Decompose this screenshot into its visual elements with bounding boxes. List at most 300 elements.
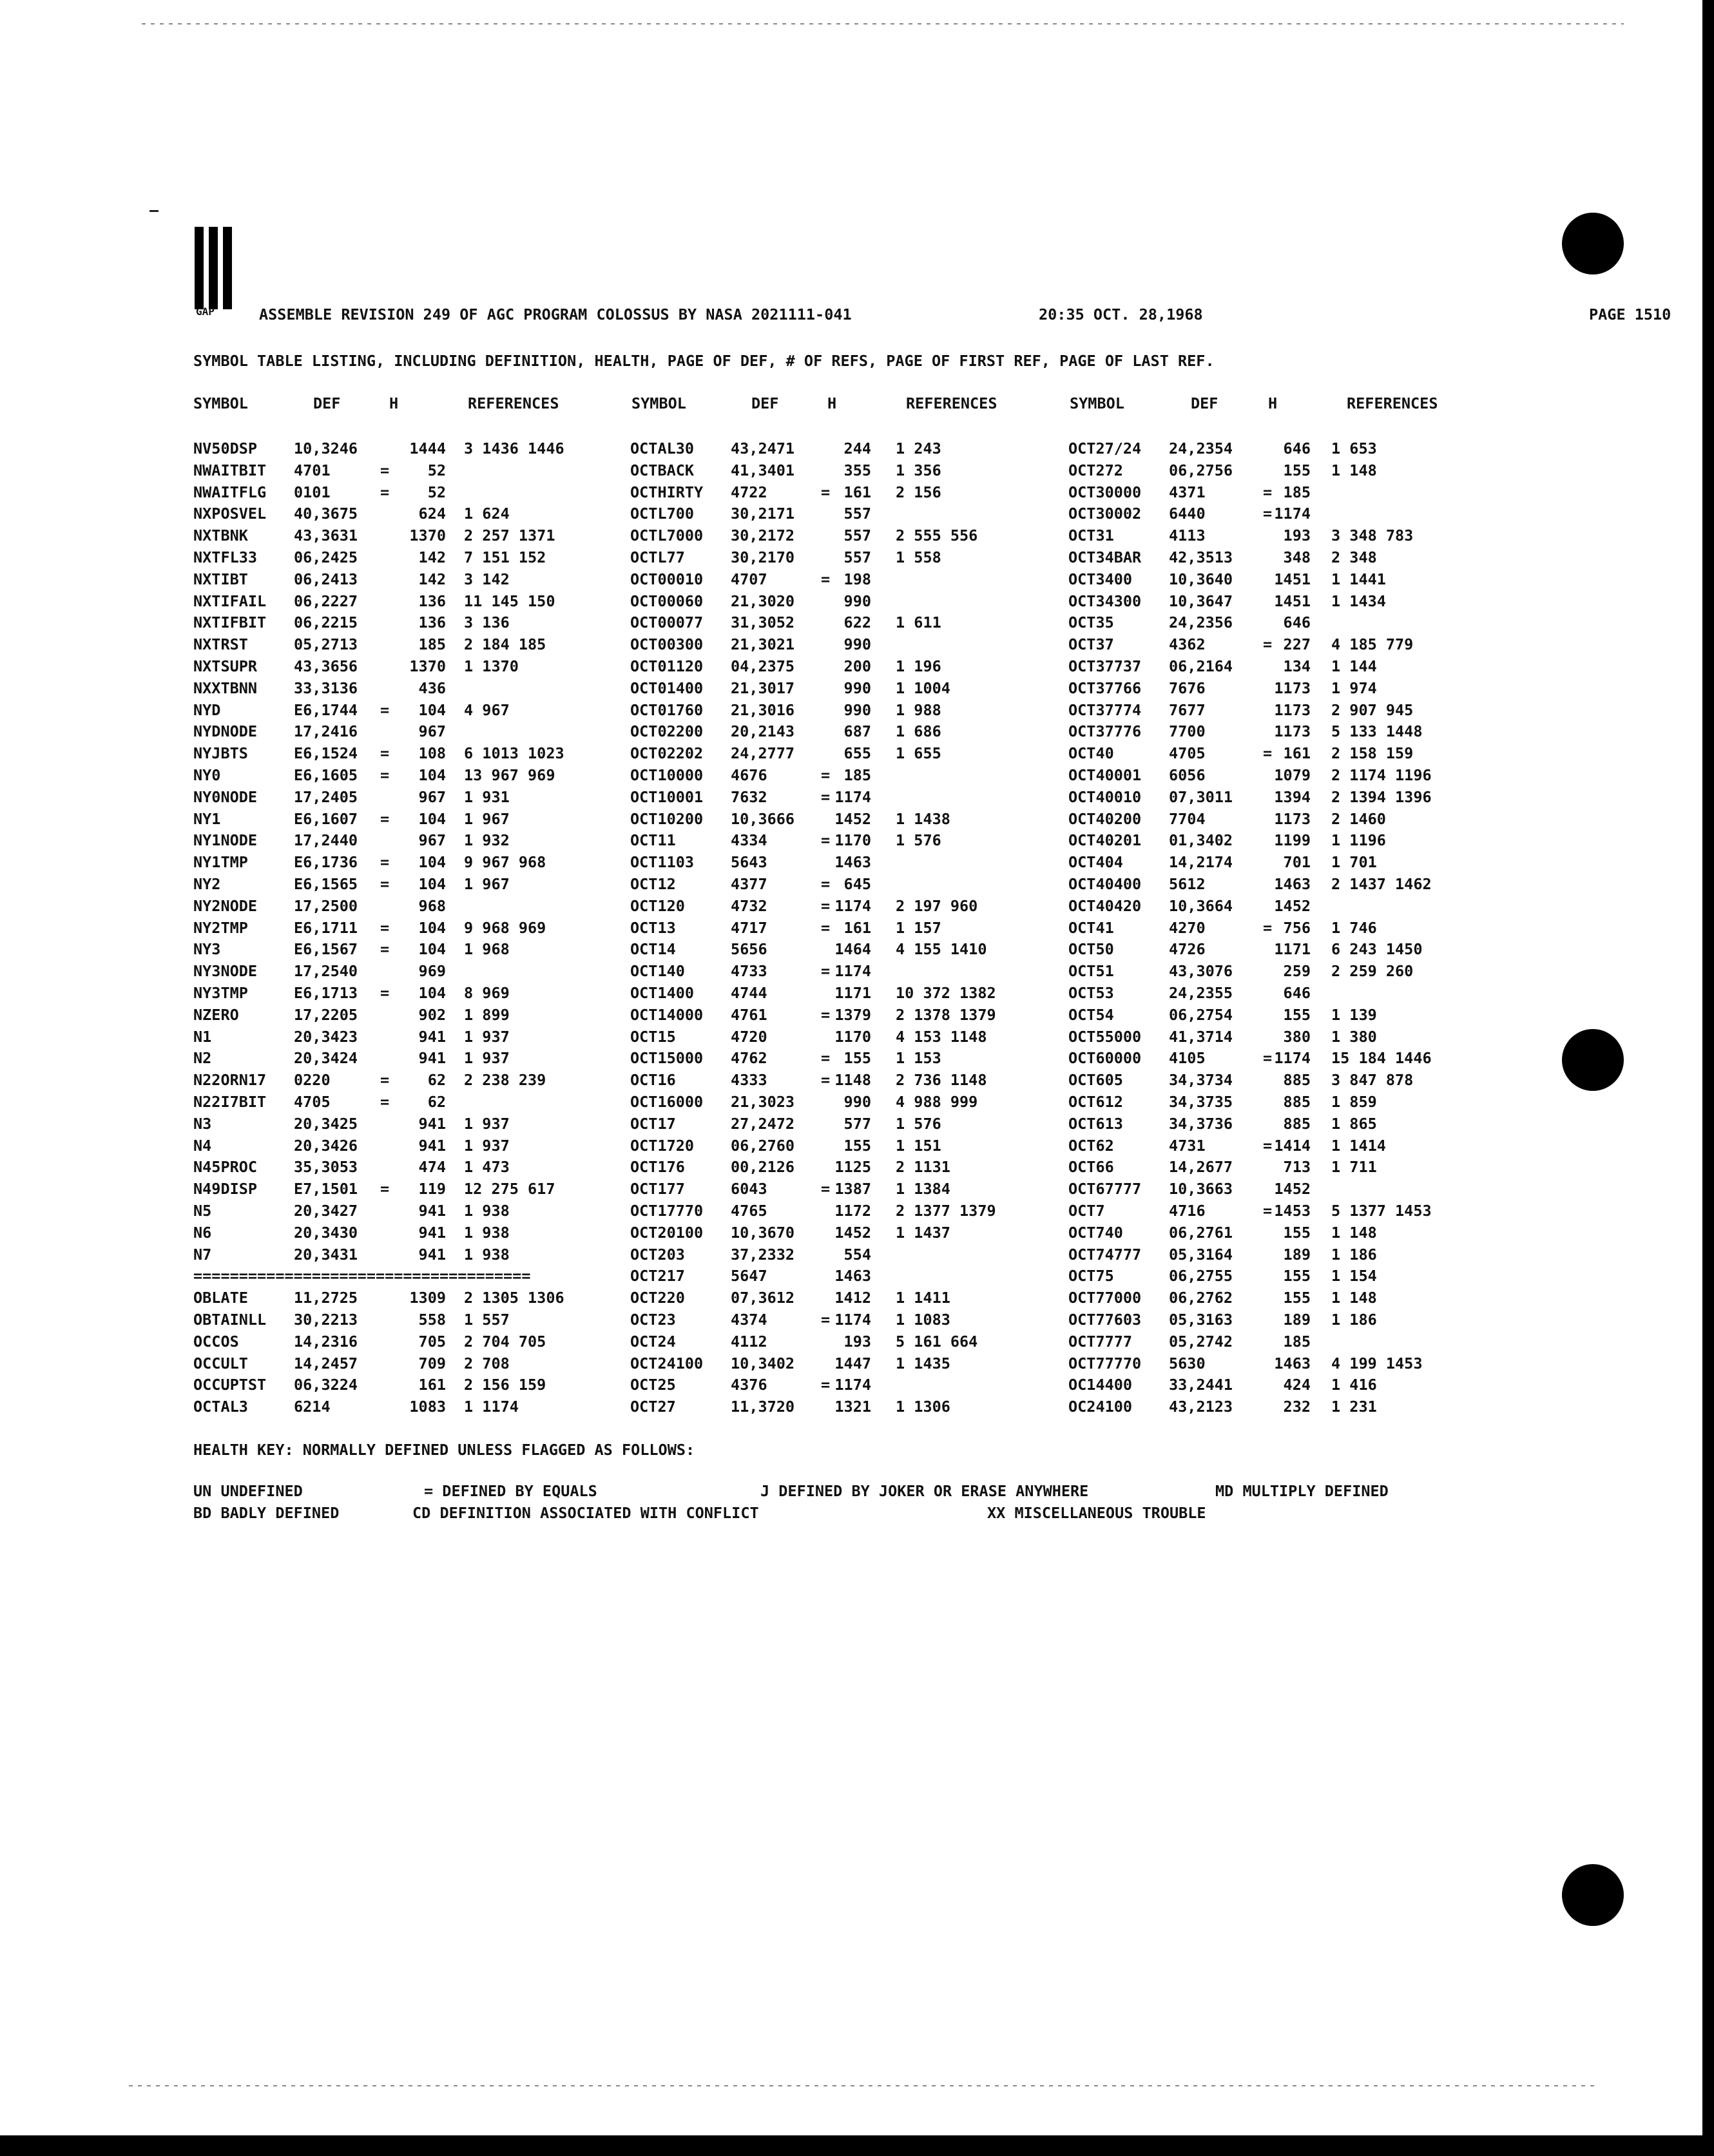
- cell-references: 2 1174 1196: [1331, 766, 1432, 784]
- table-row: [193, 1028, 1482, 1047]
- cell-definition: 14,2457: [294, 1354, 358, 1372]
- column-header: H: [389, 394, 399, 412]
- cell-health: =: [821, 483, 831, 501]
- cell-definition: 24,2354: [1169, 439, 1233, 457]
- cell-definition: 07,3011: [1169, 787, 1233, 806]
- cell-symbol: NXPOSVEL: [193, 505, 267, 523]
- cell-references: 4 153 1148: [896, 1027, 987, 1046]
- cell-health: =: [821, 918, 831, 937]
- legend-item: = DEFINED BY EQUALS: [424, 1482, 597, 1500]
- cell-def-page: 185: [1283, 483, 1311, 501]
- cell-definition: 35,3053: [294, 1158, 358, 1177]
- cell-symbol: OCT35: [1068, 613, 1114, 632]
- cell-symbol: OCT40010: [1068, 787, 1142, 806]
- cell-symbol: NYJBTS: [193, 744, 248, 763]
- cell-definition: 17,2500: [294, 896, 358, 915]
- cell-definition: 21,3020: [731, 592, 795, 610]
- cell-def-page: 1174: [834, 1376, 871, 1394]
- table-row: [193, 1006, 1482, 1025]
- table-row: [193, 1311, 1482, 1330]
- cell-definition: 10,3402: [731, 1354, 795, 1372]
- cell-references: 1 416: [1331, 1376, 1377, 1394]
- cell-definition: 4731: [1169, 1136, 1206, 1155]
- cell-def-page: 52: [427, 461, 446, 479]
- cell-references: 2 348: [1331, 548, 1377, 566]
- cell-symbol: OCT1400: [630, 984, 695, 1002]
- cell-def-page: 1463: [834, 1267, 871, 1285]
- cell-def-page: 1174: [1274, 1049, 1311, 1068]
- cell-def-page: 119: [418, 1180, 446, 1198]
- cell-def-page: 557: [843, 505, 871, 523]
- cell-references: 1 1384: [896, 1180, 950, 1198]
- cell-definition: 06,2215: [294, 613, 358, 632]
- cell-health: =: [821, 1005, 831, 1024]
- cell-def-page: 155: [1283, 1005, 1311, 1024]
- cell-definition: 06,2755: [1169, 1267, 1233, 1285]
- cell-definition: 34,3736: [1169, 1114, 1233, 1133]
- table-row: [193, 853, 1482, 872]
- cell-symbol: NXTRST: [193, 635, 248, 654]
- cell-def-page: 1463: [834, 853, 871, 872]
- cell-symbol: OCT612: [1068, 1093, 1123, 1111]
- cell-definition: 43,3076: [1169, 962, 1233, 981]
- cell-definition: 43,3656: [294, 657, 358, 675]
- cell-definition: 4362: [1169, 635, 1206, 654]
- cell-definition: 30,2213: [294, 1311, 358, 1329]
- cell-symbol: OCT23: [630, 1311, 676, 1329]
- cell-definition: 06,2762: [1169, 1289, 1233, 1307]
- cell-symbol: OCT40: [1068, 744, 1114, 763]
- cell-symbol: OCTAL3: [193, 1398, 248, 1416]
- cell-symbol: NXTIFAIL: [193, 592, 267, 610]
- cell-definition: 7704: [1169, 809, 1206, 828]
- cell-definition: 6214: [294, 1398, 331, 1416]
- cell-def-page: 1452: [834, 1223, 871, 1242]
- binder-hole-icon: [1562, 1029, 1624, 1091]
- binder-hole-icon: [1562, 1864, 1624, 1926]
- cell-definition: 4105: [1169, 1049, 1206, 1068]
- cell-symbol: N3: [193, 1114, 212, 1133]
- cell-definition: 5643: [731, 853, 767, 872]
- cell-references: 1 938: [464, 1223, 510, 1242]
- cell-definition: 0220: [294, 1071, 331, 1090]
- cell-references: 1 153: [896, 1049, 941, 1068]
- listing-subtitle: SYMBOL TABLE LISTING, INCLUDING DEFINITION, HEALTH, PAGE OF DEF, # OF REFS, PAGE OF FIRST REF, PAGE OF LAST REF.: [193, 352, 1215, 370]
- cell-health: =: [821, 831, 831, 850]
- cell-symbol: NY3TMP: [193, 984, 248, 1002]
- cell-definition: 17,2405: [294, 787, 358, 806]
- cell-references: 1 576: [896, 831, 941, 850]
- cell-def-page: 885: [1283, 1071, 1311, 1090]
- cell-symbol: OCT177: [630, 1180, 685, 1198]
- scan-artifact-top: [142, 23, 1624, 24]
- cell-definition: 4333: [731, 1071, 767, 1090]
- cell-def-page: 1083: [409, 1398, 446, 1416]
- cell-health: =: [380, 700, 390, 719]
- cell-definition: 27,2472: [731, 1114, 795, 1133]
- cell-def-page: 104: [418, 918, 446, 937]
- cell-def-page: 1464: [834, 940, 871, 959]
- cell-def-page: 557: [843, 548, 871, 566]
- cell-definition: 10,3246: [294, 439, 358, 457]
- cell-symbol: OCT41: [1068, 918, 1114, 937]
- cell-symbol: OCTHIRTY: [630, 483, 704, 501]
- cell-def-page: 577: [843, 1114, 871, 1133]
- cell-definition: 43,2123: [1169, 1398, 1233, 1416]
- cell-definition: 06,2425: [294, 548, 358, 566]
- cell-references: 1 576: [896, 1114, 941, 1133]
- cell-definition: 4720: [731, 1027, 767, 1046]
- cell-definition: 06,2164: [1169, 657, 1233, 675]
- cell-references: 2 156: [896, 483, 941, 501]
- cell-symbol: OCT34300: [1068, 592, 1142, 610]
- cell-def-page: 136: [418, 613, 446, 632]
- cell-references: 1 988: [896, 700, 941, 719]
- cell-def-page: 1451: [1274, 592, 1311, 610]
- cell-def-page: 142: [418, 570, 446, 588]
- cell-symbol: NY0: [193, 766, 221, 784]
- cell-health: =: [1263, 744, 1273, 763]
- cell-def-page: 104: [418, 940, 446, 959]
- cell-references: 1 655: [896, 744, 941, 763]
- cell-def-page: 687: [843, 722, 871, 741]
- cell-health: =: [380, 744, 390, 763]
- cell-definition: 4334: [731, 831, 767, 850]
- cell-def-page: 155: [1283, 461, 1311, 479]
- cell-definition: 4762: [731, 1049, 767, 1068]
- cell-references: 4 185 779: [1331, 635, 1414, 654]
- table-row: [193, 897, 1482, 916]
- cell-references: 1 937: [464, 1114, 510, 1133]
- cell-references: 1 967: [464, 875, 510, 893]
- cell-symbol: OCT51: [1068, 962, 1114, 981]
- cell-symbol: OBTAINLL: [193, 1311, 267, 1329]
- cell-references: 1 624: [464, 505, 510, 523]
- cell-def-page: 104: [418, 766, 446, 784]
- table-row: [193, 613, 1482, 633]
- cell-definition: 05,3164: [1169, 1245, 1233, 1264]
- cell-symbol: OCT02200: [630, 722, 704, 741]
- cell-symbol: OCT24100: [630, 1354, 704, 1372]
- cell-definition: 10,3666: [731, 809, 795, 828]
- cell-symbol: OCT00060: [630, 592, 704, 610]
- table-row: [193, 701, 1482, 720]
- cell-references: 2 704 705: [464, 1332, 546, 1351]
- cell-health: =: [1263, 635, 1273, 654]
- cell-def-page: 1199: [1274, 831, 1311, 850]
- cell-symbol: OCT01120: [630, 657, 704, 675]
- cell-health: =: [821, 787, 831, 806]
- cell-def-page: 645: [843, 875, 871, 893]
- cell-symbol: OCT53: [1068, 984, 1114, 1002]
- cell-references: 3 1436 1446: [464, 439, 564, 457]
- cell-references: 1 1414: [1331, 1136, 1386, 1155]
- cell-symbol: OCT120: [630, 896, 685, 915]
- health-legend: [193, 1482, 1482, 1534]
- cell-def-page: 155: [843, 1049, 871, 1068]
- cell-def-page: 1174: [834, 896, 871, 915]
- cell-symbol: OCT15: [630, 1027, 676, 1046]
- cell-references: 1 558: [896, 548, 941, 566]
- cell-def-page: 1447: [834, 1354, 871, 1372]
- cell-references: 1 1441: [1331, 570, 1386, 588]
- cell-definition: 30,2172: [731, 526, 795, 545]
- cell-def-page: 436: [418, 679, 446, 697]
- cell-symbol: OCTBACK: [630, 461, 695, 479]
- table-row: [193, 483, 1482, 503]
- cell-health: =: [821, 1071, 831, 1090]
- cell-health: =: [821, 1049, 831, 1068]
- cell-definition: 10,3664: [1169, 896, 1233, 915]
- cell-def-page: 967: [418, 831, 446, 850]
- cell-definition: 06,2413: [294, 570, 358, 588]
- cell-health: =: [821, 1180, 831, 1198]
- cell-symbol: NXTFL33: [193, 548, 258, 566]
- cell-references: 10 372 1382: [896, 984, 996, 1002]
- cell-definition: 5612: [1169, 875, 1206, 893]
- cell-definition: 4733: [731, 962, 767, 981]
- cell-def-page: 990: [843, 1093, 871, 1111]
- cell-symbol: NXTBNK: [193, 526, 248, 545]
- cell-references: 9 967 968: [464, 853, 546, 872]
- cell-symbol: OCT24: [630, 1332, 676, 1351]
- cell-health: =: [1263, 505, 1273, 523]
- cell-definition: 04,2375: [731, 657, 795, 675]
- cell-definition: 0101: [294, 483, 331, 501]
- cell-symbol: OCTL7000: [630, 526, 704, 545]
- cell-definition: 5656: [731, 940, 767, 959]
- cell-references: 1 1083: [896, 1311, 950, 1329]
- legend-item: UN UNDEFINED: [193, 1482, 303, 1500]
- cell-def-page: 558: [418, 1311, 446, 1329]
- cell-references: 1 974: [1331, 679, 1377, 697]
- cell-references: 4 155 1410: [896, 940, 987, 959]
- table-row: [193, 657, 1482, 677]
- cell-def-page: 198: [843, 570, 871, 588]
- cell-definition: 4270: [1169, 918, 1206, 937]
- cell-def-page: 646: [1283, 439, 1311, 457]
- cell-definition: 42,3513: [1169, 548, 1233, 566]
- cell-references: 1 938: [464, 1202, 510, 1220]
- column-header: DEF: [313, 394, 341, 412]
- cell-definition: 4716: [1169, 1202, 1206, 1220]
- cell-def-page: 104: [418, 984, 446, 1002]
- cell-def-page: 155: [843, 1136, 871, 1155]
- cell-def-page: 200: [843, 657, 871, 675]
- table-row: [193, 1246, 1482, 1265]
- cell-health: =: [380, 940, 390, 959]
- table-row: [193, 810, 1482, 829]
- table-row: [193, 570, 1482, 590]
- column-header: DEF: [1191, 394, 1218, 412]
- cell-symbol: OCT220: [630, 1289, 685, 1307]
- cell-references: 1 157: [896, 918, 941, 937]
- cell-definition: 11,3720: [731, 1398, 795, 1416]
- cell-symbol: OCT62: [1068, 1136, 1114, 1155]
- cell-references: 1 932: [464, 831, 510, 850]
- column-header: SYMBOL: [193, 394, 248, 412]
- cell-symbol: N5: [193, 1202, 212, 1220]
- cell-def-page: 1453: [1274, 1202, 1311, 1220]
- cell-def-page: 655: [843, 744, 871, 763]
- cell-definition: E6,1605: [294, 766, 358, 784]
- cell-health: =: [821, 875, 831, 893]
- cell-health: =: [380, 984, 390, 1002]
- table-row: [193, 919, 1482, 938]
- cell-def-page: 1174: [834, 1311, 871, 1329]
- cell-symbol: N22I7BIT: [193, 1093, 267, 1111]
- cell-definition: 14,2316: [294, 1332, 358, 1351]
- table-row: [193, 1115, 1482, 1134]
- cell-def-page: 885: [1283, 1114, 1311, 1133]
- cell-def-page: 1444: [409, 439, 446, 457]
- cell-def-page: 1412: [834, 1289, 871, 1307]
- cell-references: 1 711: [1331, 1158, 1377, 1177]
- cell-definition: 34,3735: [1169, 1093, 1233, 1111]
- cell-def-page: 227: [1283, 635, 1311, 654]
- health-key: HEALTH KEY: NORMALLY DEFINED UNLESS FLAGGED AS FOLLOWS:: [193, 1441, 695, 1459]
- cell-symbol: NXTSUPR: [193, 657, 258, 675]
- cell-symbol: NWAITBIT: [193, 461, 267, 479]
- cell-definition: 21,3016: [731, 700, 795, 719]
- column-header: SYMBOL: [1070, 394, 1124, 412]
- cell-symbol: OCTL77: [630, 548, 685, 566]
- table-row: [193, 1049, 1482, 1068]
- legend-item: CD DEFINITION ASSOCIATED WITH CONFLICT: [412, 1504, 759, 1522]
- cell-def-page: 941: [418, 1245, 446, 1264]
- table-row: [193, 1333, 1482, 1352]
- cell-health: =: [380, 853, 390, 872]
- cell-def-page: 1125: [834, 1158, 871, 1177]
- cell-symbol: OCT1103: [630, 853, 695, 872]
- cell-definition: 05,3163: [1169, 1311, 1233, 1329]
- cell-symbol: OCT01760: [630, 700, 704, 719]
- cell-def-page: 1173: [1274, 679, 1311, 697]
- table-row: [193, 1158, 1482, 1177]
- cell-symbol: OCT75: [1068, 1267, 1114, 1285]
- cell-symbol: OCT00077: [630, 613, 704, 632]
- cell-symbol: N6: [193, 1223, 212, 1242]
- cell-symbol: OCT40201: [1068, 831, 1142, 850]
- margin-mark: [149, 210, 159, 212]
- cell-symbol: =====================================: [193, 1267, 531, 1285]
- cell-symbol: OCT17770: [630, 1202, 704, 1220]
- cell-def-page: 941: [418, 1202, 446, 1220]
- cell-references: 2 1377 1379: [896, 1202, 996, 1220]
- cell-def-page: 161: [418, 1376, 446, 1394]
- cell-references: 1 938: [464, 1245, 510, 1264]
- cell-references: 4 967: [464, 700, 510, 719]
- cell-definition: E6,1713: [294, 984, 358, 1002]
- cell-definition: 05,2742: [1169, 1332, 1233, 1351]
- cell-references: 6 1013 1023: [464, 744, 564, 763]
- cell-symbol: OCT11: [630, 831, 676, 850]
- cell-definition: 00,2126: [731, 1158, 795, 1177]
- cell-symbol: N45PROC: [193, 1158, 258, 1177]
- table-row: [193, 831, 1482, 851]
- cell-symbol: NY1: [193, 809, 221, 828]
- table-row: [193, 962, 1482, 981]
- cell-references: 2 197 960: [896, 896, 978, 915]
- cell-symbol: N22ORN17: [193, 1071, 267, 1090]
- cell-references: 1 859: [1331, 1093, 1377, 1111]
- cell-symbol: NY2NODE: [193, 896, 258, 915]
- cell-symbol: OCT37766: [1068, 679, 1142, 697]
- cell-def-page: 161: [843, 918, 871, 937]
- table-row: [193, 635, 1482, 655]
- scan-border-right: [1702, 0, 1714, 2156]
- cell-definition: 14,2174: [1169, 853, 1233, 872]
- cell-definition: 7676: [1169, 679, 1206, 697]
- cell-definition: 4732: [731, 896, 767, 915]
- cell-def-page: 185: [418, 635, 446, 654]
- cell-symbol: OCT20100: [630, 1223, 704, 1242]
- cell-references: 2 1378 1379: [896, 1005, 996, 1024]
- cell-symbol: OCT77770: [1068, 1354, 1142, 1372]
- table-row: [193, 505, 1482, 524]
- column-header: H: [827, 394, 837, 412]
- cell-def-page: 155: [1283, 1289, 1311, 1307]
- cell-symbol: OCT10200: [630, 809, 704, 828]
- cell-definition: 17,2416: [294, 722, 358, 741]
- cell-definition: E6,1524: [294, 744, 358, 763]
- cell-def-page: 701: [1283, 853, 1311, 872]
- cell-definition: 6043: [731, 1180, 767, 1198]
- cell-symbol: OCT30000: [1068, 483, 1142, 501]
- cell-definition: 5630: [1169, 1354, 1206, 1372]
- cell-references: 3 136: [464, 613, 510, 632]
- cell-definition: 20,3427: [294, 1202, 358, 1220]
- cell-definition: 17,2540: [294, 962, 358, 981]
- cell-health: =: [821, 896, 831, 915]
- table-row: [193, 1354, 1482, 1374]
- cell-def-page: 622: [843, 613, 871, 632]
- cell-references: 1 1306: [896, 1398, 950, 1416]
- cell-symbol: NY2TMP: [193, 918, 248, 937]
- cell-definition: 4722: [731, 483, 767, 501]
- cell-symbol: OCT14: [630, 940, 676, 959]
- cell-symbol: NZERO: [193, 1005, 239, 1024]
- cell-symbol: OCT02202: [630, 744, 704, 763]
- cell-references: 1 931: [464, 787, 510, 806]
- cell-def-page: 969: [418, 962, 446, 981]
- cell-references: 1 186: [1331, 1311, 1377, 1329]
- cell-definition: 4717: [731, 918, 767, 937]
- legend-item: J DEFINED BY JOKER OR ERASE ANYWHERE: [760, 1482, 1089, 1500]
- cell-definition: 7677: [1169, 700, 1206, 719]
- cell-def-page: 709: [418, 1354, 446, 1372]
- cell-references: 4 988 999: [896, 1093, 978, 1111]
- table-row: [193, 766, 1482, 785]
- cell-definition: 7632: [731, 787, 767, 806]
- cell-definition: 37,2332: [731, 1245, 795, 1264]
- cell-definition: 20,3431: [294, 1245, 358, 1264]
- cell-symbol: OCT31: [1068, 526, 1114, 545]
- cell-def-page: 1379: [834, 1005, 871, 1024]
- cell-references: 3 847 878: [1331, 1071, 1414, 1090]
- cell-definition: 4112: [731, 1332, 767, 1351]
- cell-symbol: OCCULT: [193, 1354, 248, 1372]
- cell-definition: 33,3136: [294, 679, 358, 697]
- cell-def-page: 713: [1283, 1158, 1311, 1177]
- cell-references: 1 196: [896, 657, 941, 675]
- cell-symbol: OCT40420: [1068, 896, 1142, 915]
- cell-def-page: 990: [843, 592, 871, 610]
- cell-def-page: 1172: [834, 1202, 871, 1220]
- cell-symbol: OBLATE: [193, 1289, 248, 1307]
- cell-symbol: OCT7777: [1068, 1332, 1133, 1351]
- cell-symbol: N1: [193, 1027, 212, 1046]
